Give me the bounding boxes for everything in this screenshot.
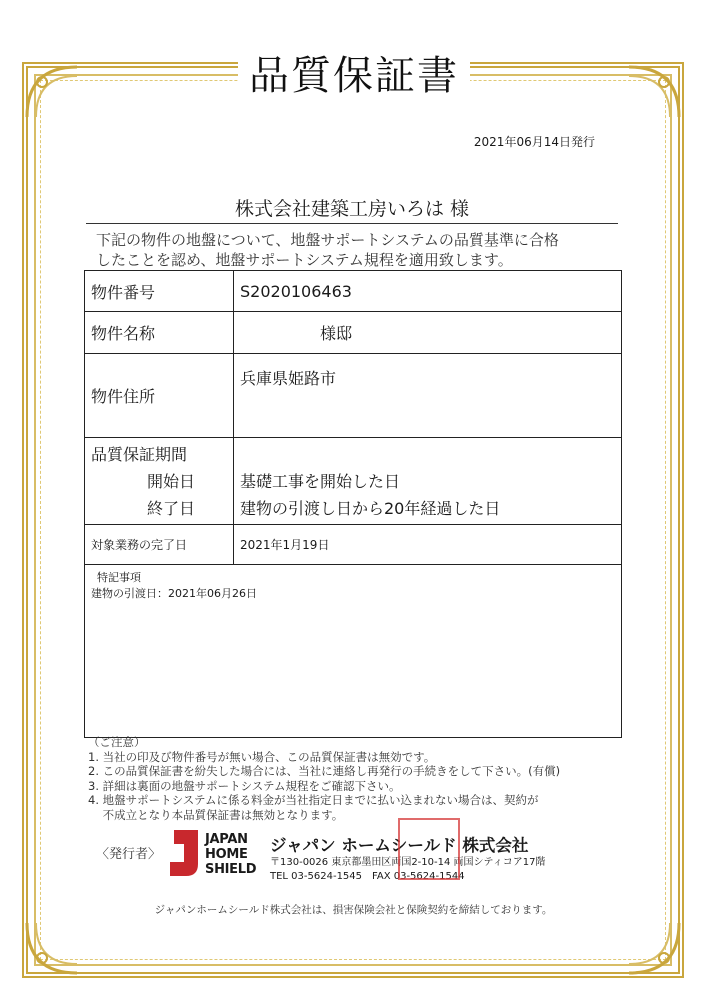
start-label: 開始日 <box>147 471 196 491</box>
warranty-period-values <box>234 438 622 525</box>
caution-item: 不成立となり本品質保証書は無効となります。 <box>88 807 344 822</box>
property-number-value: S2020106463 <box>234 271 622 312</box>
caution-item: 4. 地盤サポートシステムに係る料金が当社指定日までに払い込まれない場合は、契約が <box>88 793 539 807</box>
property-address-value: 兵庫県姫路市 <box>234 354 622 438</box>
footer-note: ジャパンホームシールド株式会社は、損害保険会社と保険契約を締結しております。 <box>154 904 553 916</box>
completion-label: 対象業務の完了日 <box>85 525 234 565</box>
caution-notes <box>88 735 560 822</box>
property-name-label: 物件名称 <box>85 312 234 354</box>
issue-date: 2021年06月14日発行 <box>473 135 595 149</box>
row-property-number <box>85 271 622 312</box>
intro-line: 下記の物件の地盤について、地盤サポートシステムの品質基準に合格 <box>96 231 559 249</box>
warranty-period-cell <box>85 438 234 525</box>
caution-item: 3. 詳細は裏面の地盤サポートシステム規程をご確認下さい。 <box>88 778 401 793</box>
intro-text <box>96 230 636 270</box>
property-name-value: 様邸 <box>234 312 622 354</box>
end-value: 建物の引渡し日から20年経過した日 <box>240 498 501 518</box>
issuer-phone: TEL 03-5624-1545 FAX 03-5624-1544 <box>270 871 465 882</box>
property-address-label: 物件住所 <box>85 354 234 438</box>
row-completion <box>85 525 622 565</box>
special-notes-line: 建物の引渡日：2021年06月26日 <box>91 587 257 600</box>
ornament-bottom-right <box>624 918 684 978</box>
row-property-name <box>85 312 622 354</box>
company-seal-stamp <box>398 818 460 880</box>
page-title: 品質保証書 <box>249 53 459 99</box>
end-label: 終了日 <box>147 498 196 518</box>
ornament-top-left <box>22 62 82 122</box>
intro-line: したことを認め、地盤サポートシステム規程を適用致します。 <box>96 251 513 269</box>
issuer-company-name: ジャパン ホームシールド 株式会社 <box>270 836 529 855</box>
warranty-period-label: 品質保証期間 <box>91 444 188 464</box>
completion-value: 2021年1月19日 <box>234 525 622 565</box>
ornament-top-right <box>624 62 684 122</box>
issuer-label: 〈発行者〉 <box>96 847 162 862</box>
property-number-label: 物件番号 <box>85 271 234 312</box>
ornament-bottom-left <box>22 918 82 978</box>
caution-item: 2. この品質保証書を紛失した場合には、当社に連絡し再発行の手続きをして下さい。(有償) <box>88 764 561 778</box>
row-warranty-period <box>85 438 622 525</box>
jhs-logo-icon <box>170 830 202 876</box>
special-notes-heading: 特記事項 <box>97 571 141 584</box>
jhs-logo-text: JAPAN HOME SHIELD <box>205 832 257 877</box>
start-value: 基礎工事を開始した日 <box>240 471 401 491</box>
recipient-name: 株式会社建築工房いろは 様 <box>86 194 618 224</box>
title-plate <box>238 44 470 108</box>
caution-item: 1. 当社の印及び物件番号が無い場合、この品質保証書は無効です。 <box>88 749 436 764</box>
warranty-table <box>84 270 622 565</box>
row-property-address <box>85 354 622 438</box>
special-notes-box <box>84 564 622 738</box>
caution-heading: （ご注意） <box>88 735 146 749</box>
issuer-address: 〒130-0026 東京都墨田区両国2-10-14 両国シティコア17階 <box>270 857 546 868</box>
